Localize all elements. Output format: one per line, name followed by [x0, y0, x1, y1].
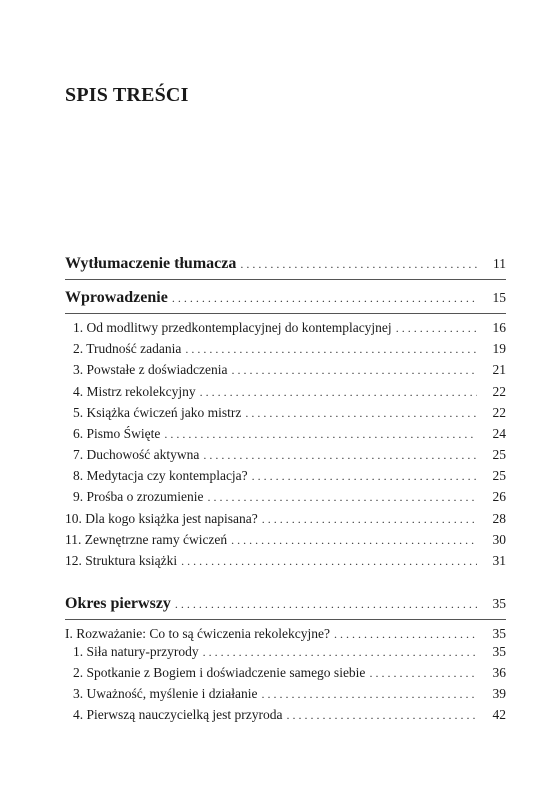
toc-page-number: 19 [492, 341, 506, 356]
toc-entry-label: Wprowadzenie [65, 289, 168, 306]
toc-page-number: 35 [492, 626, 506, 641]
toc-entry[interactable] [73, 642, 506, 662]
toc-page-number: 25 [492, 447, 506, 462]
leader-dots [200, 382, 477, 402]
leader-dots [175, 593, 477, 615]
leader-dots [185, 339, 477, 359]
toc-page-number: 35 [492, 596, 506, 611]
leader-dots [203, 642, 477, 662]
divider [65, 619, 506, 620]
leader-dots [262, 509, 477, 529]
toc-entry[interactable] [73, 403, 506, 423]
leader-dots [245, 403, 477, 423]
toc-page-number: 24 [492, 426, 506, 441]
toc-page-number: 42 [492, 707, 506, 722]
toc-page-number: 22 [492, 405, 506, 420]
toc-entry[interactable] [73, 382, 506, 402]
leader-dots [181, 551, 477, 571]
leader-dots [252, 466, 477, 486]
toc-entry-label: 1. Od modlitwy przedkontemplacyjnej do kontemplacyjnej [73, 320, 392, 335]
toc-entry-label: 2. Trudność zadania [73, 341, 182, 356]
toc-page-number: 36 [492, 665, 506, 680]
toc-page-number: 35 [492, 644, 506, 659]
divider [65, 313, 506, 314]
toc-entry[interactable] [73, 424, 506, 444]
toc-entry[interactable] [73, 487, 506, 507]
toc-entry[interactable] [65, 624, 506, 644]
toc-page-number: 28 [492, 511, 506, 526]
toc-entry-label: 2. Spotkanie z Bogiem i doświadczenie samego siebie [73, 665, 366, 680]
toc-entry-label: 3. Uważność, myślenie i działanie [73, 686, 258, 701]
toc-entry-label: Okres pierwszy [65, 595, 171, 612]
toc-entry-label: 1. Siła natury-przyrody [73, 644, 199, 659]
toc-entry[interactable] [73, 663, 506, 683]
leader-dots [172, 287, 477, 309]
toc-page-number: 30 [492, 532, 506, 547]
leader-dots [261, 684, 477, 704]
page-title: SPIS TREŚCI [65, 84, 189, 106]
toc-entry-label: 6. Pismo Święte [73, 426, 161, 441]
toc-entry[interactable] [73, 684, 506, 704]
toc-entry-label: 7. Duchowość aktywna [73, 447, 200, 462]
divider [65, 279, 506, 280]
toc-entry-label: 8. Medytacja czy kontemplacja? [73, 468, 248, 483]
toc-page-number: 11 [493, 256, 506, 271]
toc-section-entry[interactable] [65, 253, 506, 275]
toc-entry-label: 11. Zewnętrzne ramy ćwiczeń [65, 532, 228, 547]
toc-entry-label: 3. Powstałe z doświadczenia [73, 362, 228, 377]
toc-page-number: 22 [492, 384, 506, 399]
toc-entry[interactable] [73, 705, 506, 725]
leader-dots [240, 253, 477, 275]
leader-dots [369, 663, 477, 683]
toc-entry-label: 12. Struktura książki [65, 553, 178, 568]
toc-entry[interactable] [65, 530, 506, 550]
toc-page-number: 16 [492, 320, 506, 335]
toc-page-number: 39 [492, 686, 506, 701]
toc-entry[interactable] [73, 339, 506, 359]
toc-entry-label: 4. Mistrz rekolekcyjny [73, 384, 196, 399]
toc-entry-label: I. Rozważanie: Co to są ćwiczenia rekolekcyjne? [65, 626, 331, 641]
toc-page-number: 15 [492, 290, 506, 305]
leader-dots [203, 445, 477, 465]
toc-entry-label: 4. Pierwszą nauczycielką jest przyroda [73, 707, 283, 722]
toc-page-number: 25 [492, 468, 506, 483]
toc-page-number: 31 [492, 553, 506, 568]
toc-entry[interactable] [73, 318, 506, 338]
leader-dots [231, 530, 477, 550]
toc-entry[interactable] [73, 466, 506, 486]
toc-entry-label: 5. Książka ćwiczeń jako mistrz [73, 405, 242, 420]
toc-entry[interactable] [73, 360, 506, 380]
toc-page-number: 21 [492, 362, 506, 377]
toc-section-entry[interactable] [65, 287, 506, 309]
toc-entry-label: Wytłumaczenie tłumacza [65, 255, 237, 272]
leader-dots [164, 424, 477, 444]
toc-entry[interactable] [65, 509, 506, 529]
toc-entry-label: 10. Dla kogo książka jest napisana? [65, 511, 258, 526]
toc-entry[interactable] [73, 445, 506, 465]
toc-page-number: 26 [492, 489, 506, 504]
leader-dots [334, 624, 477, 644]
leader-dots [231, 360, 477, 380]
leader-dots [396, 318, 477, 338]
leader-dots [287, 705, 477, 725]
toc-entry-label: 9. Prośba o zrozumienie [73, 489, 204, 504]
toc-entry[interactable] [65, 551, 506, 571]
toc-section-entry[interactable] [65, 593, 506, 615]
leader-dots [207, 487, 477, 507]
